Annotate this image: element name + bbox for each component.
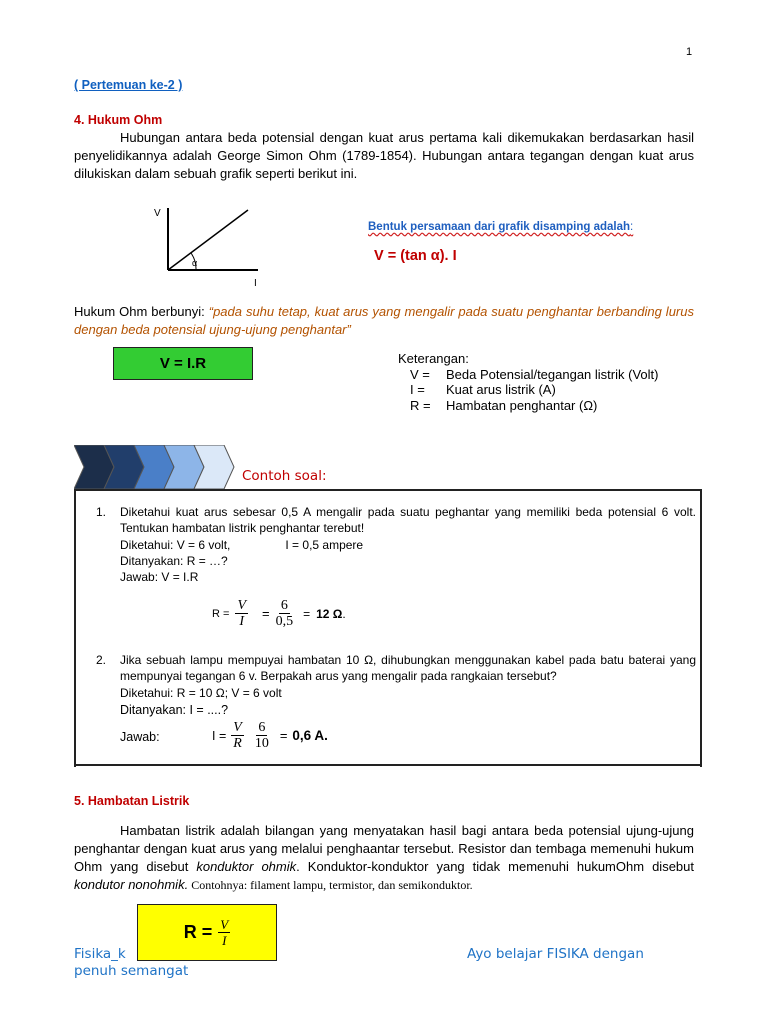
soal-1-ditanyakan: Ditanyakan: R = …? bbox=[120, 554, 228, 568]
vi-line bbox=[168, 210, 248, 270]
soal-1-diketahui: Diketahui: V = 6 volt, I = 0,5 ampere bbox=[120, 538, 364, 552]
keterangan-row: R = Hambatan penghantar (Ω) bbox=[410, 397, 598, 413]
soal-2-text: Jika sebuah lampu mempuyai hambatan 10 Ω, dihubungkan menggunakan kabel pada batu baterai yang mempunyai tegangan 6 v. Berpakah arus yang mengalir pada rangkaian tersebut? bbox=[120, 653, 696, 683]
soal-1-calculation: R = $\frac{V}{I}$ = $\frac{6}{0,5}$ = 12 Ω. bbox=[212, 598, 346, 629]
keterangan bbox=[398, 351, 658, 413]
ohm-law-statement: Hukum Ohm berbunyi: “pada suhu tetap, kuat arus yang mengalir pada suatu penghantar berbanding lurus dengan beda potensial ujung-ujung penghantar” bbox=[74, 304, 694, 337]
soal-2-result: 0,6 A. bbox=[292, 728, 328, 743]
soal-box-bottom-rule bbox=[74, 764, 702, 766]
graph-equation-intro: Bentuk persamaan dari grafik disamping adalah: bbox=[368, 221, 634, 233]
ohm-heading: 4. Hukum Ohm bbox=[74, 113, 163, 127]
fraction: $\frac{V}{I}$ bbox=[220, 917, 229, 948]
soal-1-text: Diketahui kuat arus sebesar 0,5 A mengalir pada suatu peghantar yang memiliki beda potensial 6 volt. Tentukan hambatan listrik penghantar terebut! bbox=[120, 505, 696, 535]
meeting-label: ( Pertemuan ke-2 ) bbox=[74, 78, 183, 92]
soal-1-result: 12 Ω. bbox=[316, 606, 346, 621]
fraction: $\frac{V}{I}$ bbox=[237, 598, 246, 629]
footer-right-line-2: penuh semangat bbox=[74, 963, 189, 979]
contoh-soal-title: Contoh soal: bbox=[242, 468, 327, 484]
vi-graph bbox=[150, 200, 270, 290]
page-number: 1 bbox=[686, 46, 693, 58]
hambatan-formula-box: R = $\frac{V}{I}$ bbox=[137, 904, 277, 961]
ohm-intro: Hubungan antara beda potensial dengan kuat arus pertama kali dikemukakan berdasarkan hasil penyelidikannya adalah George Simon Ohm (1789-1854). Hubungan antara tegangan dengan kuat arus dilukiskan dalam sebuah grafik seperti berikut ini. bbox=[74, 130, 694, 181]
soal-1-jawab: Jawab: V = I.R bbox=[120, 570, 199, 584]
fraction: $\frac{6}{0,5}$ bbox=[275, 598, 294, 629]
footer-right-line-1: Ayo belajar FISIKA dengan bbox=[467, 946, 644, 962]
keterangan-title: Keterangan: bbox=[398, 351, 469, 366]
soal-2-diketahui: Diketahui: R = 10 Ω; V = 6 volt bbox=[120, 686, 282, 700]
keterangan-row: V = Beda Potensial/tegangan listrik (Volt) bbox=[410, 366, 659, 382]
graph-angle-label: α bbox=[192, 258, 198, 268]
graph-equation: V = (tan α). I bbox=[374, 248, 457, 264]
chevron-banner bbox=[74, 445, 244, 489]
soal-2-calculation: I = $\frac{V}{R}$ $\frac{6}{10}$ = 0,6 A. bbox=[212, 720, 328, 751]
soal-box-top-rule bbox=[74, 489, 702, 491]
hambatan-heading: 5. Hambatan Listrik bbox=[74, 794, 190, 808]
footer-left: Fisika_k bbox=[74, 946, 126, 962]
graph-x-label: I bbox=[254, 278, 257, 289]
soal-2-jawab: Jawab: bbox=[120, 730, 160, 744]
fraction: $\frac{6}{10}$ bbox=[254, 720, 269, 751]
soal-1-number: 1. bbox=[96, 505, 107, 519]
graph-y-label: V bbox=[154, 208, 161, 219]
ohm-formula-box: V = I.R bbox=[113, 347, 253, 380]
soal-2-number: 2. bbox=[96, 653, 107, 667]
hambatan-paragraph: Hambatan listrik adalah bilangan yang menyatakan hasil bagi antara beda potensial ujung-ujung penghantar dengan kuat arus yang melalui penghaantar tersebut. Resistor dan tembaga memenuhi hukum Ohm yang disebut konduktor ohmik. Konduktor-konduktor yang tidak memenuhi hukumOhm disebut kondutor nonohmik. Contohnya: filament lampu, termistor, dan semikonduktor. bbox=[74, 823, 694, 892]
fraction: $\frac{V}{R}$ bbox=[233, 720, 242, 751]
soal-2-ditanyakan: Ditanyakan: I = ....? bbox=[120, 703, 229, 717]
keterangan-row: I = Kuat arus listrik (A) bbox=[410, 382, 556, 397]
